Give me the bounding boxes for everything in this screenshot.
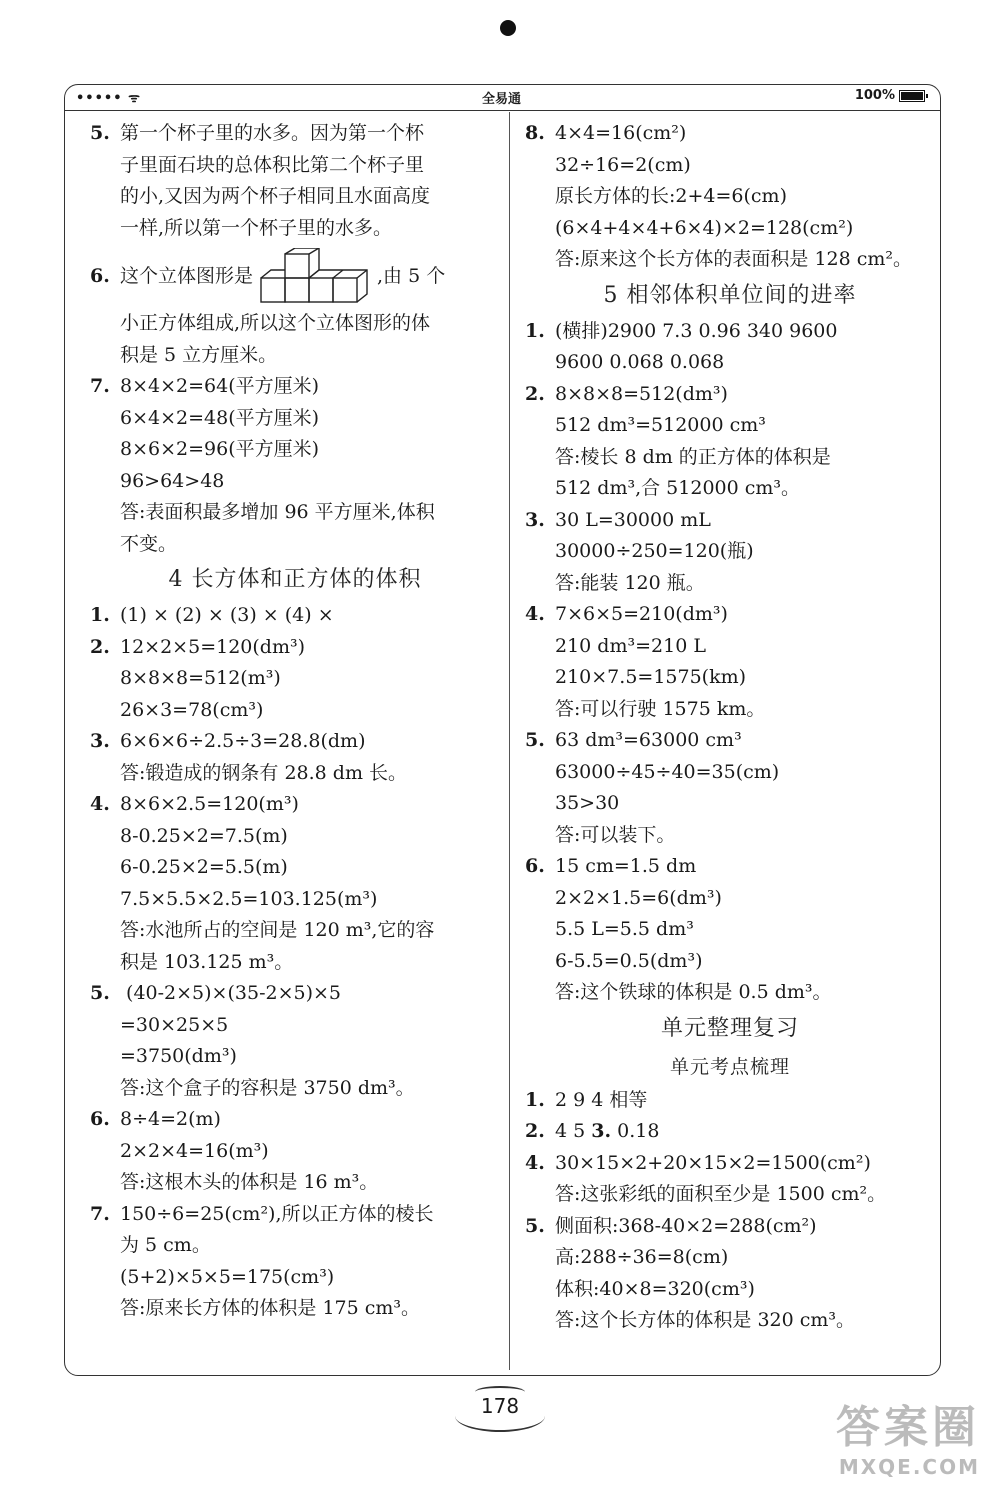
answer-line: 2. 12×2×5=120(dm³) [90,635,305,658]
watermark [836,1391,980,1479]
answer-line: 5. (40-2×5)×(35-2×5)×5 [90,982,342,1004]
answer-line: 答:能装 120 瓶。 [555,571,705,594]
answer-line: 6. 这个立体图形是 ,由 5 个 [90,244,500,308]
answer-line: 512 dm³=512000 cm³ [555,414,766,436]
answer-line: 5. 侧面积:368-40×2=288(cm²) [525,1214,817,1237]
answer-line: (6×4+4×4+6×4)×2=128(cm²) [555,216,854,239]
answer-line: 4. 30×15×2+20×15×2=1500(cm²) [525,1151,871,1174]
answer-line: 6. 8÷4=2(m) [90,1108,221,1130]
signal-icon: ••••• ᯤ [76,91,141,106]
answer-line: 6. 15 cm=1.5 dm [525,855,697,877]
answer-line: 1. (1) × (2) × (3) × (4) × [90,604,334,626]
battery-icon [899,90,925,102]
answer-line: 9600 0.068 0.068 [555,351,725,373]
status-bar [64,84,939,108]
answer-line: 35>30 [555,792,620,814]
answer-line: 1. 2 9 4 相等 [525,1088,648,1111]
section-heading: 5 相邻体积单位间的进率 [603,282,857,308]
answer-line: 3. 6×6×6÷2.5÷3=28.8(dm) [90,730,366,752]
answer-line: 答:这个铁球的体积是 0.5 dm³。 [555,981,832,1003]
answer-line: 体积:40×8=320(cm³) [555,1277,755,1300]
answer-line: 30000÷250=120(瓶) [555,540,754,562]
answer-line: 小正方体组成,所以这个立体图形的体 [120,312,431,334]
answer-line: 26×3=78(cm³) [120,698,264,721]
battery-label: 100% [854,88,895,103]
answer-line: 5. 63 dm³=63000 cm³ [525,729,742,751]
answer-line: 4. 8×6×2.5=120(m³) [90,793,299,815]
answer-line: 4. 7×6×5=210(dm³) [525,603,728,625]
answer-line: =30×25×5 [120,1013,229,1036]
answer-line: 答:这张彩纸的面积至少是 1500 cm²。 [555,1183,887,1205]
answer-line: 为 5 cm。 [120,1234,211,1256]
answer-line: 210 dm³=210 L [555,634,706,657]
answer-line: 积是 103.125 m³。 [120,950,294,973]
camera-dot [500,20,516,36]
status-divider [64,110,941,111]
right-column [525,118,935,1337]
section-heading: 4 长方体和正方体的体积 [168,567,422,592]
battery-indicator [855,88,925,103]
answer-line: 一样,所以第一个杯子里的水多。 [120,216,393,239]
answer-line: 3. 30 L=30000 mL [525,508,711,531]
answer-line: 原长方体的长:2+4=6(cm) [555,185,787,207]
watermark-url: MXQE.COM [838,1455,980,1479]
answer-line: 答:原来长方体的体积是 175 cm³。 [120,1297,421,1319]
watermark-logo: 答案圈 [836,1402,980,1453]
answer-line: 512 dm³,合 512000 cm³。 [555,477,801,499]
answer-line: 答:锻造成的钢条有 28.8 dm 长。 [120,761,408,784]
answer-line: 答:这个盒子的容积是 3750 dm³。 [120,1076,415,1099]
answer-line: 210×7.5=1575(km) [555,666,747,688]
answer-line: 2×2×1.5=6(dm³) [555,886,722,909]
left-column [90,118,500,1325]
answer-line: 6-0.25×2=5.5(m) [120,856,288,878]
answer-line: 5.5 L=5.5 dm³ [555,918,694,940]
answer-line: 96>64>48 [120,469,225,492]
answer-line: 6×4×2=48(平方厘米) [120,406,320,429]
answer-line: 的小,又因为两个杯子相同且水面高度 [120,185,431,207]
answer-line: (5+2)×5×5=175(cm³) [120,1265,335,1288]
answer-line: 答:原来这个长方体的表面积是 128 cm²。 [555,248,913,270]
answer-line: 32÷16=2(cm) [555,153,691,176]
page-arc-decoration [455,1400,545,1432]
answer-line: 答:水池所占的空间是 120 m³,它的容 [120,919,435,941]
status-title: 全易通 [481,92,521,107]
answer-line: 子里面石块的总体积比第二个杯子里 [120,153,425,176]
review-subheading: 单元考点梳理 [669,1055,790,1078]
answer-line: 1. (横排)2900 7.3 0.96 340 9600 [525,319,838,342]
answer-line: 7. 8×4×2=64(平方厘米) [90,375,320,397]
answer-line: 8-0.25×2=7.5(m) [120,824,288,847]
cube-figure [257,248,373,306]
answer-line: 积是 5 立方厘米。 [120,343,278,366]
answer-line: 不变。 [120,532,178,555]
answer-line: 答:表面积最多增加 96 平方厘米,体积 [120,501,435,523]
answer-line: 6-5.5=0.5(dm³) [555,949,703,972]
answer-line: =3750(dm³) [120,1045,237,1067]
answer-line: 答:可以行驶 1575 km。 [555,697,766,720]
review-heading: 单元整理复习 [660,1015,799,1041]
answer-line: 5. 第一个杯子里的水多。因为第一个杯 [90,122,425,144]
answer-line: 63000÷45÷40=35(cm) [555,760,780,783]
answer-line: 高:288÷36=8(cm) [555,1246,729,1268]
answer-line: 答:这个长方体的体积是 320 cm³。 [555,1309,856,1331]
answer-line: 8. 4×4=16(cm²) [525,122,687,144]
answer-line: 答:这根木头的体积是 16 m³。 [120,1171,379,1193]
column-divider [509,112,510,1370]
answer-line: 7.5×5.5×2.5=103.125(m³) [120,887,378,910]
answer-line: 2. 4 5 3. 0.18 [525,1120,660,1142]
answer-line: 2×2×4=16(m³) [120,1139,269,1162]
answer-line: 8×8×8=512(m³) [120,667,281,689]
answer-line: 7. 150÷6=25(cm²),所以正方体的棱长 [90,1202,434,1225]
answer-line: 2. 8×8×8=512(dm³) [525,382,728,405]
answer-line: 答:棱长 8 dm 的正方体的体积是 [555,445,831,468]
answer-line: 答:可以装下。 [555,823,676,846]
answer-line: 8×6×2=96(平方厘米) [120,438,320,460]
page-number: 178 [455,1382,545,1442]
